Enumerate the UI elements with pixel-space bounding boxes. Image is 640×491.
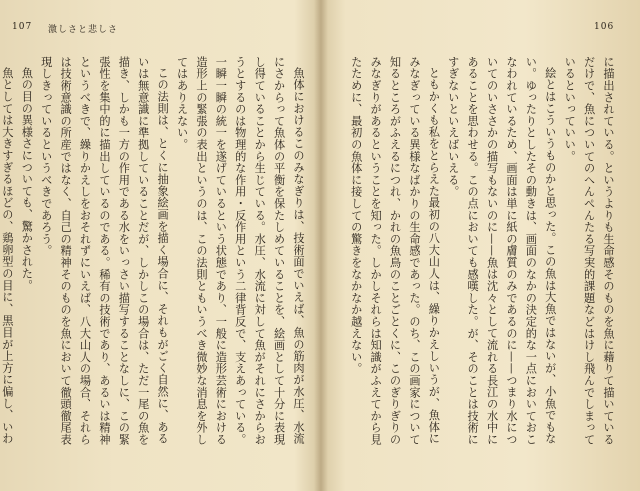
left-page-number: 107 [12, 22, 33, 32]
right-page-number: 106 [594, 22, 615, 32]
running-title: 激しさと悲しさ [48, 25, 119, 35]
paragraph: 魚の目の異様さについても、驚かされた。 [20, 67, 34, 292]
right-page-text [330, 56, 618, 452]
paragraph: この法則は、とくに抽象絵画を描く場合に、それもがごく自然に、あるいは無意識に準拠していることだが、しかしこの場合は、ただ一尾の魚を描き、しかも一方の作用である水をいっさい描写することなしに、この緊張性を集中的に描出しているのである。稀有の技術であり、あるいは精神というべきで、繰りかえしをおそれずにいえば、八大山人の場合、それらは技術意識の所産ではなく、自己の精神そのものを魚において徹頭徹尾表現しきっているというべきであろう。 [39, 56, 170, 446]
paragraph: 絵とはこういうものかと思った。この魚は大魚ではないが、小魚でもない。ゆったりとしたその動きは、画面のなかの決定的な一点においておこなわれているため、画面は単に紙の膚質のみであるのに——つまり水についてのいささかの描写もないのに——魚は沈々として流れる長江の水中にあることを思わせる。この点においても感嘆した。が、そのことは技術にすぎないといえばいえる。 [446, 56, 557, 446]
paragraph: 魚体におけるこのみなぎりは、技術面でいえば、魚の筋肉が水圧、水流にさからって魚体の平衡を保たしめていることを、絵画として十分に表現し得ていることから生じている。水圧、水流に対して魚がそれにさからおうとするのは物理的な作用・反作用という二律背反で、支えあっている。一瞬一瞬の統一を遂げているという状態であり、一般に造形芸術における造形上の緊張の表出というのは、この法則ともいうべき微妙な消息を外してはありえない。 [175, 56, 305, 446]
paragraph: 魚としては大きすぎるほどの、鶏卵型の目に、黒目が上方に偏し、いわ [0, 67, 14, 445]
left-page-text [0, 56, 308, 452]
paragraph: に描出されている。というよりも生命感そのものを魚に藉りて描いているだけで、魚についてのへんぺんたる写実的課題などはけし飛んでしまっているといっていい。 [563, 56, 615, 446]
paragraph: ともかくも私をとらえた最初の八大山人は、繰りかえしいうが、魚体にみなぎっている異様なばかりの生命感であった。のち、この画家について知るところがふえるにつれ、かれの魚鳥のことごとくに、このぎりぎりのみなぎりがあるということを知った。しかしそれらは知識がふえてから見たために、最初の魚体に接しての驚きをなかなか越えない。 [349, 56, 441, 446]
left-page [0, 0, 318, 491]
right-page [322, 0, 640, 491]
